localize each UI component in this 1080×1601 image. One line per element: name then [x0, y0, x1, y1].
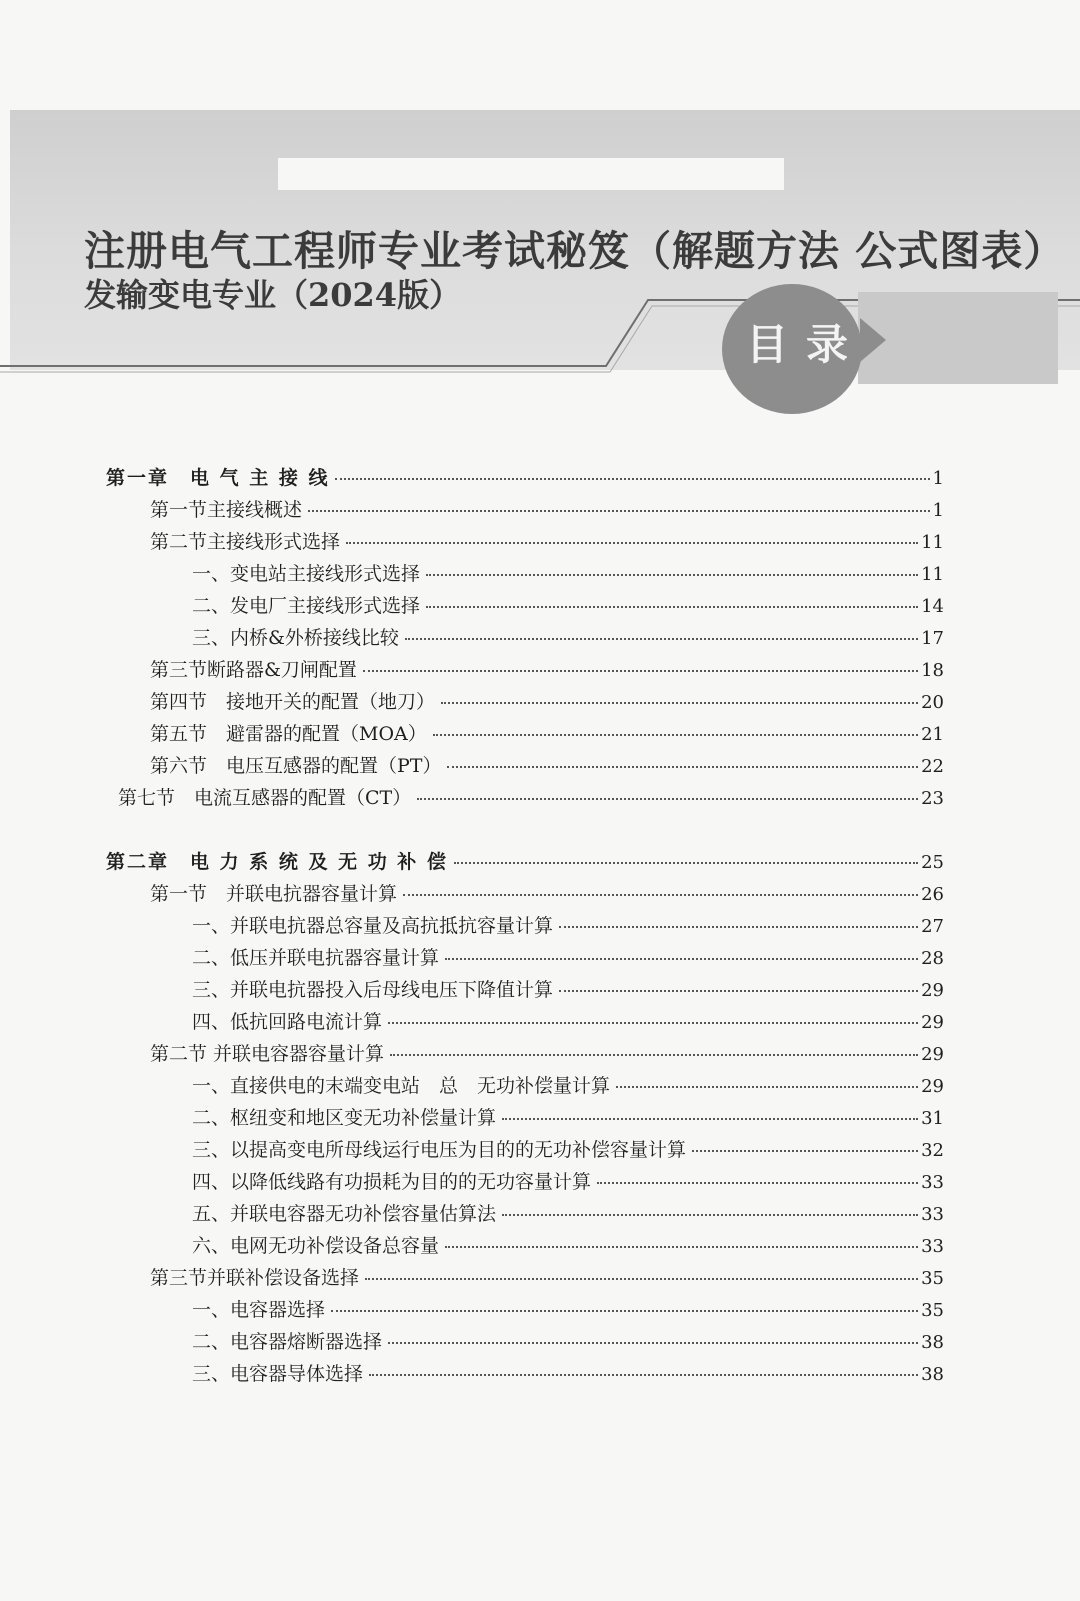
toc-page-number: 29 [921, 1044, 944, 1065]
toc-entry-label: 一、并联电抗器总容量及高抗抵抗容量计算 [192, 915, 554, 937]
toc-item-entry[interactable] [192, 911, 944, 938]
toc-heading: 目录 [746, 320, 867, 369]
toc-dot-leader [502, 1118, 918, 1120]
toc-page-number: 21 [921, 724, 944, 745]
toc-page-number: 20 [921, 692, 944, 713]
toc-section-entry[interactable] [150, 687, 944, 714]
toc-item-entry[interactable] [192, 623, 944, 650]
toc-item-entry[interactable] [192, 1327, 944, 1354]
toc-entry-label: 二、电容器熔断器选择 [192, 1331, 383, 1353]
toc-item-entry[interactable] [192, 1167, 944, 1194]
toc-entry-label: 三、电容器导体选择 [192, 1363, 364, 1385]
toc-dot-leader [308, 510, 930, 512]
toc-section-entry[interactable] [150, 751, 944, 778]
toc-entry-label: 第一节 并联电抗器容量计算 [150, 883, 398, 905]
toc-dot-leader [445, 958, 918, 960]
toc-entry-label: 第七节 电流互感器的配置（CT） [118, 787, 412, 809]
toc-page-number: 17 [921, 628, 944, 649]
toc-page-number: 18 [921, 660, 944, 681]
document-subtitle: 发输变电专业（2024版） [84, 276, 462, 314]
toc-page-number: 29 [921, 1076, 944, 1097]
toc-item-entry[interactable] [192, 559, 944, 586]
toc-dot-leader [445, 1246, 918, 1248]
toc-dot-leader [597, 1182, 918, 1184]
toc-dot-leader [426, 606, 918, 608]
toc-entry-label: 二、低压并联电抗器容量计算 [192, 947, 440, 969]
toc-section-entry[interactable] [150, 879, 944, 906]
toc-page-number: 25 [921, 852, 944, 873]
toc-dot-leader [417, 798, 918, 800]
toc-entry-label: 三、以提高变电所母线运行电压为目的的无功补偿容量计算 [192, 1139, 687, 1161]
toc-dot-leader [559, 926, 918, 928]
toc-entry-label: 第三节断路器&刀闸配置 [150, 659, 357, 681]
toc-page-number: 28 [921, 948, 944, 969]
toc-page-number: 33 [921, 1204, 944, 1225]
toc-item-entry[interactable] [192, 1103, 944, 1130]
toc-entry-label: 第四节 接地开关的配置（地刀） [150, 691, 436, 713]
toc-dot-leader [390, 1054, 918, 1056]
toc-dot-leader [335, 478, 929, 480]
toc-tab-decor [858, 292, 1058, 384]
toc-dot-leader [426, 574, 918, 576]
toc-page-number: 1 [932, 468, 944, 489]
toc-entry-label: 第三节并联补偿设备选择 [150, 1267, 360, 1289]
toc-entry-label: 一、电容器选择 [192, 1299, 326, 1321]
toc-page-number: 22 [921, 756, 944, 777]
toc-entry-label: 第五节 避雷器的配置（MOA） [150, 723, 427, 745]
toc-entry-label: 第二节主接线形式选择 [150, 531, 341, 553]
toc-page-number: 38 [921, 1364, 944, 1385]
toc-dot-leader [346, 542, 918, 544]
toc-entry-label: 第一章 电 气 主 接 线 [106, 467, 330, 489]
toc-dot-leader [441, 702, 918, 704]
toc-item-entry[interactable] [192, 1295, 944, 1322]
toc-entry-label: 二、发电厂主接线形式选择 [192, 595, 421, 617]
toc-page-number: 29 [921, 980, 944, 1001]
toc-item-entry[interactable] [192, 1199, 944, 1226]
toc-section-entry[interactable] [150, 719, 944, 746]
toc-entry-label: 第六节 电压互感器的配置（PT） [150, 755, 442, 777]
document-title: 注册电气工程师专业考试秘笈（解题方法 公式图表） [84, 227, 1066, 275]
toc-section-entry[interactable] [118, 783, 944, 810]
toc-page-number: 31 [921, 1108, 944, 1129]
toc-page-number: 35 [921, 1300, 944, 1321]
toc-item-entry[interactable] [192, 1135, 944, 1162]
toc-entry-label: 三、并联电抗器投入后母线电压下降值计算 [192, 979, 554, 1001]
toc-page-number: 26 [921, 884, 944, 905]
toc-entry-label: 第二章 电 力 系 统 及 无 功 补 偿 [106, 851, 448, 873]
header-decor-bar [278, 158, 784, 190]
toc-entry-label: 四、低抗回路电流计算 [192, 1011, 383, 1033]
toc-page-number: 33 [921, 1172, 944, 1193]
toc-dot-leader [559, 990, 918, 992]
toc-entry-label: 一、直接供电的末端变电站 总 无功补偿量计算 [192, 1075, 611, 1097]
toc-page-number: 33 [921, 1236, 944, 1257]
toc-item-entry[interactable] [192, 591, 944, 618]
toc-dot-leader [616, 1086, 918, 1088]
toc-dot-leader [331, 1310, 918, 1312]
toc-item-entry[interactable] [192, 1071, 944, 1098]
toc-chapter-entry[interactable] [106, 463, 944, 490]
toc-item-entry[interactable] [192, 943, 944, 970]
toc-page-number: 11 [921, 564, 944, 585]
toc-page-number: 14 [921, 596, 944, 617]
toc-dot-leader [433, 734, 918, 736]
toc-page-number: 32 [921, 1140, 944, 1161]
toc-dot-leader [502, 1214, 918, 1216]
toc-section-entry[interactable] [150, 1039, 944, 1066]
toc-page-number: 23 [921, 788, 944, 809]
toc-dot-leader [388, 1342, 918, 1344]
toc-entry-label: 三、内桥&外桥接线比较 [192, 627, 399, 649]
toc-section-entry[interactable] [150, 655, 944, 682]
toc-dot-leader [403, 894, 918, 896]
toc-section-entry[interactable] [150, 527, 944, 554]
toc-page-number: 38 [921, 1332, 944, 1353]
toc-entry-label: 第一节主接线概述 [150, 499, 303, 521]
toc-item-entry[interactable] [192, 1231, 944, 1258]
toc-dot-leader [363, 670, 918, 672]
toc-page-number: 35 [921, 1268, 944, 1289]
toc-dot-leader [447, 766, 918, 768]
toc-dot-leader [388, 1022, 918, 1024]
toc-entry-label: 五、并联电容器无功补偿容量估算法 [192, 1203, 497, 1225]
toc-item-entry[interactable] [192, 1007, 944, 1034]
toc-page-number: 11 [921, 532, 944, 553]
toc-entry-label: 六、电网无功补偿设备总容量 [192, 1235, 440, 1257]
toc-item-entry[interactable] [192, 1359, 944, 1386]
toc-entry-label: 一、变电站主接线形式选择 [192, 563, 421, 585]
toc-dot-leader [365, 1278, 918, 1280]
toc-entry-label: 四、以降低线路有功损耗为目的的无功容量计算 [192, 1171, 592, 1193]
toc-entry-label: 第二节 并联电容器容量计算 [150, 1043, 385, 1065]
toc-item-entry[interactable] [192, 975, 944, 1002]
toc-section-entry[interactable] [150, 1263, 944, 1290]
toc-chapter-entry[interactable] [106, 847, 944, 874]
toc-dot-leader [692, 1150, 918, 1152]
toc-dot-leader [369, 1374, 918, 1376]
toc-page-number: 29 [921, 1012, 944, 1033]
toc-page-number: 1 [932, 500, 944, 521]
toc-entry-label: 二、枢纽变和地区变无功补偿量计算 [192, 1107, 497, 1129]
toc-page-number: 27 [921, 916, 944, 937]
toc-section-entry[interactable] [150, 495, 944, 522]
toc-dot-leader [405, 638, 918, 640]
toc-dot-leader [454, 862, 918, 864]
